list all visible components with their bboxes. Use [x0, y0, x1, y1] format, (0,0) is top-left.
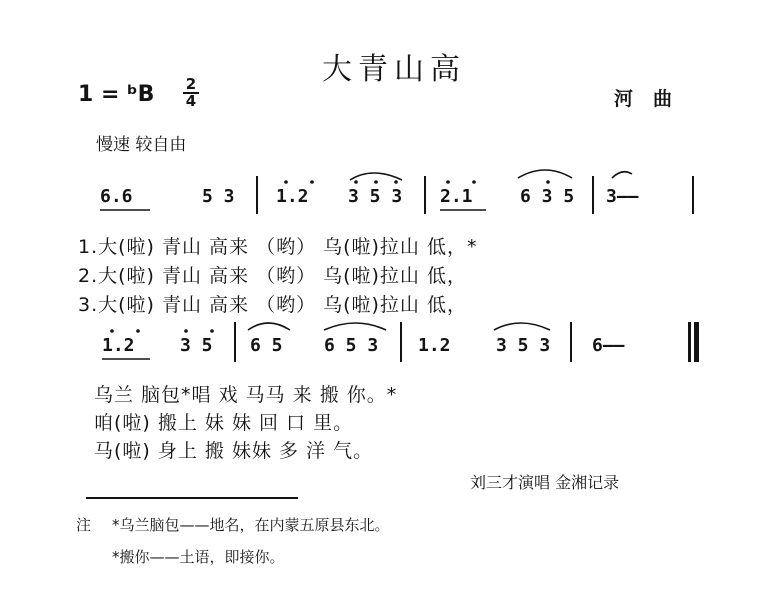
tempo-marking: 慢速 较自由	[96, 135, 187, 155]
performer-credit: 刘三才演唱 金湘记录	[470, 473, 620, 492]
octave-dot	[374, 180, 378, 184]
octave-dot	[546, 180, 550, 184]
lyric-verse-3: 3.大(啦) 青山 高来 （哟） 乌(啦)拉山 低，	[78, 294, 467, 316]
octave-dot	[446, 180, 450, 184]
slur	[494, 323, 550, 330]
note-group: 6.6	[100, 186, 133, 207]
note-group: 1.2	[276, 186, 309, 207]
song-title: 大青山高	[322, 52, 466, 87]
octave-dot	[472, 180, 476, 184]
footnote-1: *乌兰脑包——地名，在内蒙五原县东北。	[112, 516, 390, 534]
slur	[518, 170, 572, 178]
key-label: 1 = ᵇB	[78, 82, 155, 107]
lyric-verse-1: 1.大(啦) 青山 高来 （哟） 乌(啦)拉山 低，*	[78, 236, 478, 258]
footnote-label: 注	[76, 516, 92, 534]
octave-dot	[184, 329, 188, 333]
slur	[248, 323, 290, 330]
slur	[350, 173, 402, 180]
note-group: 3 5 3	[496, 335, 551, 356]
octave-dot	[394, 180, 398, 184]
octave-dot	[310, 180, 314, 184]
octave-dot	[110, 329, 114, 333]
note-group: 6——	[592, 335, 625, 356]
time-signature-bottom: 4	[185, 92, 197, 110]
note-group: 6 5	[250, 335, 283, 356]
lyric-verse-2: 2.大(啦) 青山 高来 （哟） 乌(啦)拉山 低，	[78, 265, 467, 287]
note-group: 3 5	[180, 335, 213, 356]
time-signature-top: 2	[185, 75, 197, 93]
slur	[612, 172, 632, 178]
lyric-verse-2-line-2: 咱(啦) 搬上 妹 妹 回 口 里。	[94, 412, 354, 434]
note-group: 2.1	[440, 186, 473, 207]
octave-dot	[136, 329, 140, 333]
lyric-verse-3-line-2: 马(啦) 身上 搬 妹妹 多 洋 气。	[94, 440, 374, 462]
note-group: 1.2	[102, 335, 135, 356]
lyric-verse-1-line-2: 乌兰 脑包*唱 戏 马马 来 搬 你。*	[94, 384, 398, 406]
octave-dot	[284, 180, 288, 184]
note-group: 5 3	[202, 186, 235, 207]
slur	[324, 323, 386, 330]
note-group: 3 5 3	[348, 186, 403, 207]
note-group: 6 5 3	[324, 335, 379, 356]
note-group: 3——	[606, 186, 639, 207]
footnote-2: *搬你——土语，即接你。	[112, 548, 285, 566]
octave-dot	[354, 180, 358, 184]
octave-dot	[210, 329, 214, 333]
note-group: 6 3 5	[520, 186, 575, 207]
genre-label: 河曲	[614, 88, 693, 110]
note-group: 1.2	[418, 335, 451, 356]
